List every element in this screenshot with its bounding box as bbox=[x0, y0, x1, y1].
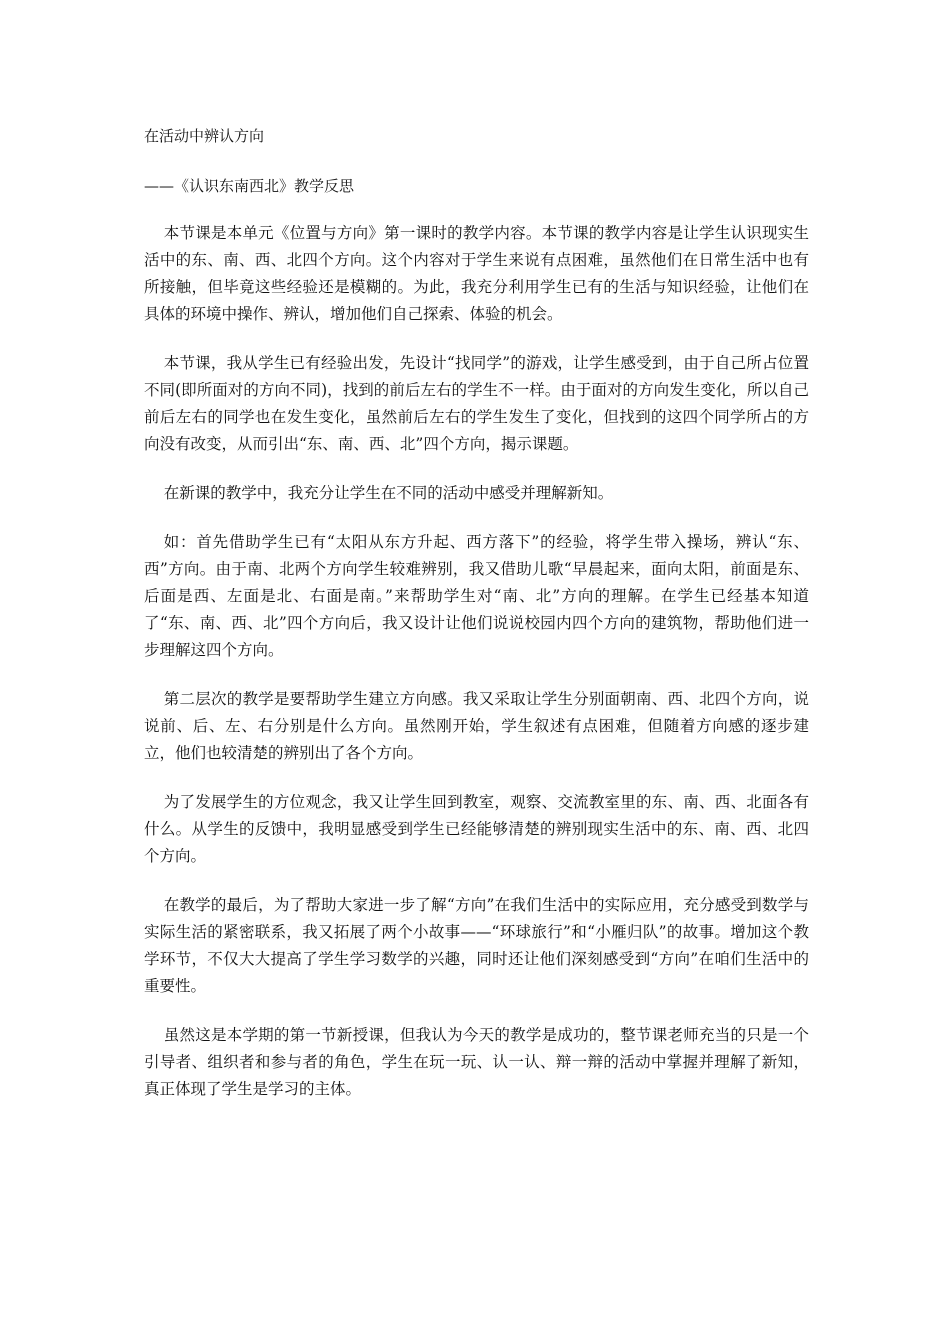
paragraph-6: 为了发展学生的方位观念，我又让学生回到教室，观察、交流教室里的东、南、西、北面各有什么。从学生的反馈中，我明显感受到学生已经能够清楚的辨别现实生活中的东、南、西、北四个方向。 bbox=[144, 793, 809, 865]
paragraph-7: 在教学的最后，为了帮助大家进一步了解“方向”在我们生活中的实际应用，充分感受到数学与实际生活的紧密联系，我又拓展了两个小故事——“环球旅行”和“小雁归队”的故事。增加这个教学环节，不仅大大提高了学生学习数学的兴趣，同时还让他们深刻感受到“方向”在咱们生活中的重要性。 bbox=[144, 896, 809, 995]
document-page bbox=[144, 126, 809, 1125]
paragraph-8: 虽然这是本学期的第一节新授课，但我认为今天的教学是成功的，整节课老师充当的只是一个引导者、组织者和参与者的角色，学生在玩一玩、认一认、辩一辩的活动中掌握并理解了新知，真正体现了学生是学习的主体。 bbox=[144, 1026, 809, 1098]
document-title: 在活动中辨认方向 bbox=[144, 127, 265, 145]
paragraph-1: 本节课是本单元《位置与方向》第一课时的教学内容。本节课的教学内容是让学生认识现实生活中的东、南、西、北四个方向。这个内容对于学生来说有点困难，虽然他们在日常生活中也有所接触，但毕竟这些经验还是模糊的。为此，我充分利用学生已有的生活与知识经验，让他们在具体的环境中操作、辨认，增加他们自己探索、体验的机会。 bbox=[144, 224, 809, 323]
document-subtitle: ——《认识东南西北》教学反思 bbox=[144, 177, 355, 195]
paragraph-3: 在新课的教学中，我充分让学生在不同的活动中感受并理解新知。 bbox=[163, 484, 614, 502]
paragraph-4: 如：首先借助学生已有“太阳从东方升起、西方落下”的经验，将学生带入操场，辨认“东、西”方向。由于南、北两个方向学生较难辨别，我又借助儿歌“早晨起来，面向太阳，前面是东、后面是西、左面是北、右面是南。”来帮助学生对“南、北”方向的理解。在学生已经基本知道了“东、南、西、北”四个方向后，我又设计让他们说说校园内四个方向的建筑物，帮助他们进一步理解这四个方向。 bbox=[144, 533, 809, 659]
paragraph-5: 第二层次的教学是要帮助学生建立方向感。我又采取让学生分别面朝南、西、北四个方向，说说前、后、左、右分别是什么方向。虽然刚开始，学生叙述有点困难，但随着方向感的逐步建立，他们也较清楚的辨别出了各个方向。 bbox=[144, 690, 809, 762]
paragraph-2: 本节课，我从学生已有经验出发，先设计“找同学”的游戏，让学生感受到，由于自己所占位置不同(即所面对的方向不同)，找到的前后左右的学生不一样。由于面对的方向发生变化，所以自己前后左右的同学也在发生变化，虽然前后左右的学生发生了变化，但找到的这四个同学所占的方向没有改变，从而引出“东、南、西、北”四个方向，揭示课题。 bbox=[144, 354, 809, 453]
